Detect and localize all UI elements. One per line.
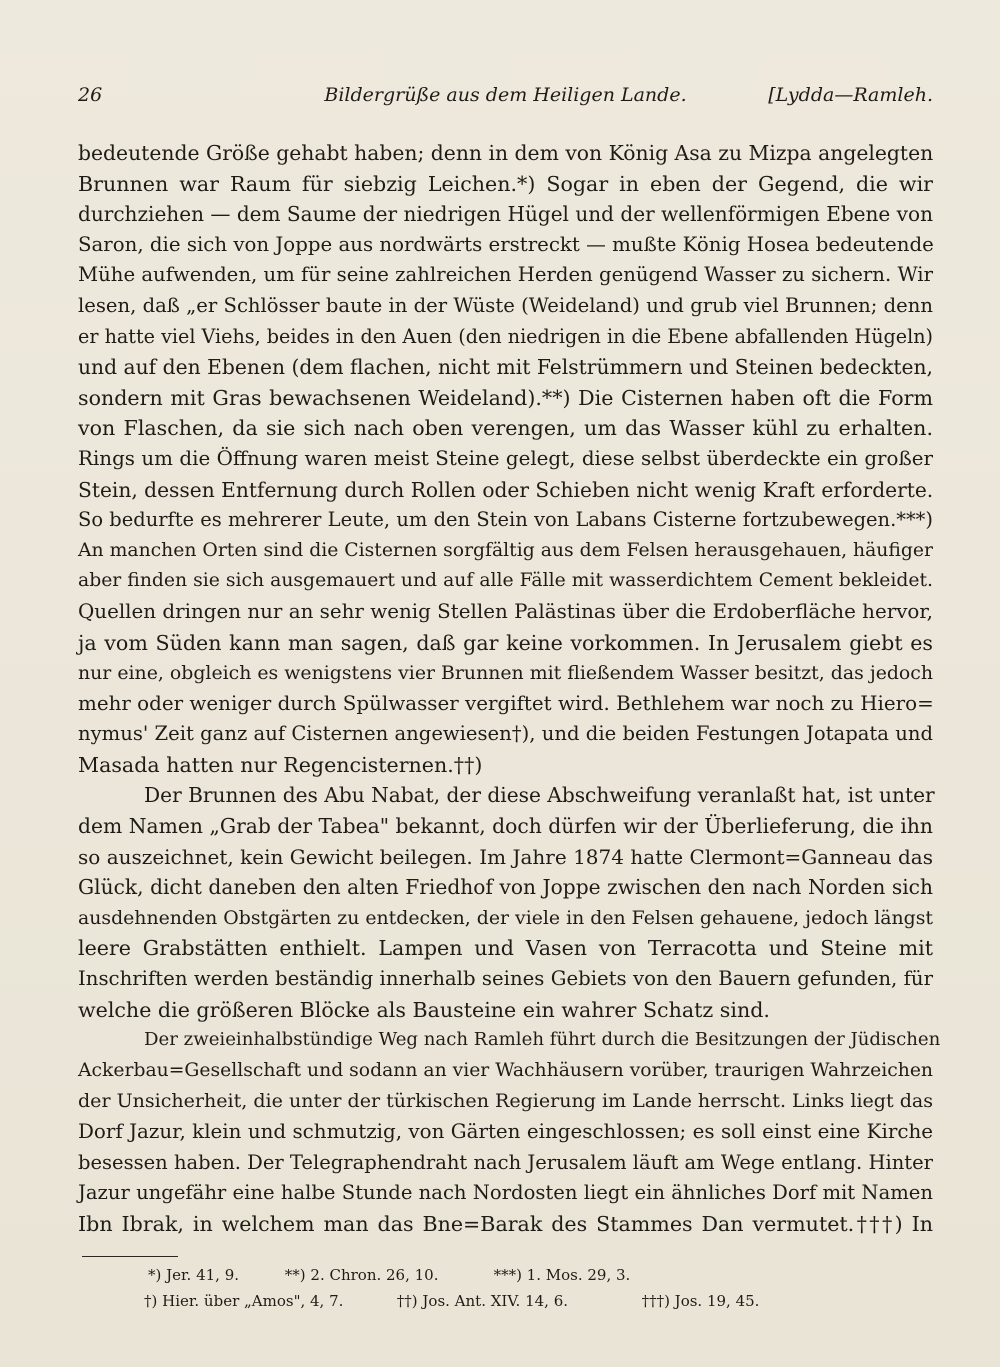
text-line: von Flaschen, da sie sich nach oben verengen, um das Wasser kühl zu erhalten. [78,416,933,441]
text-line: lesen, daß „er Schlösser baute in der Wüste (Weideland) und grub viel Brunnen; denn [78,293,933,317]
text-line: Ackerbau=Gesellschaft und sodann an vier Wachhäusern vorüber, traurigen Wahrzeichen [78,1059,933,1081]
text-line: Stein, dessen Entfernung durch Rollen oder Schieben nicht wenig Kraft erforderte. [78,477,934,502]
text-line: der Unsicherheit, die unter der türkischen Regierung im Lande herrscht. Links liegt das [78,1090,933,1113]
footnote: ††) Jos. Ant. XIV. 14, 6. [396,1292,569,1310]
text-line: Saron, die sich von Joppe aus nordwärts erstreckt — mußte König Hosea bedeutende [78,232,934,256]
footnote: *) Jer. 41, 9. [148,1266,240,1284]
text-line: besessen haben. Der Telegraphendraht nach Jerusalem läuft am Wege entlang. Hinter [78,1150,933,1174]
text-line: Jazur ungefähr eine halbe Stunde nach Nordosten liegt ein ähnliches Dorf mit Namen [78,1181,933,1205]
text-line: leere Grabstätten enthielt. Lampen und Vasen von Terracotta und Steine mit [78,936,933,961]
text-line: nymus' Zeit ganz auf Cisternen angewiesen†), und die beiden Festungen Jotapata und [78,722,933,746]
text-line: Glück, dicht daneben den alten Friedhof von Joppe zwischen den nach Norden sich [78,875,933,900]
text-line: Ibn Ibrak, in welchem man das Bne=Barak des Stammes Dan vermutet.†††) In [78,1211,933,1236]
text-line: Quellen dringen nur an sehr wenig Stellen Palästinas über die Erdoberfläche hervor, [78,599,933,623]
text-line: ja vom Süden kann man sagen, daß gar keine vorkommen. In Jerusalem giebt es [78,630,933,655]
footnote-rule [82,1256,178,1257]
footnote: †) Hier. über „Amos", 4, 7. [144,1292,344,1310]
footnotes-row-1 [148,1266,630,1284]
section-label: [Lydda—Ramleh. [768,84,933,106]
text-line: aber finden sie sich ausgemauert und auf alle Fälle mit wasserdichtem Cement bekleidet. [78,570,933,592]
text-line: ausdehnenden Obstgärten zu entdecken, der viele in den Felsen gehauene, jedoch längst [78,906,933,929]
text-line: er hatte viel Viehs, beides in den Auen (den niedrigen in die Ebene abfallenden Hügeln) [78,324,933,348]
text-line: dem Namen „Grab der Tabea" bekannt, doch dürfen wir der Überlieferung, die ihn [78,814,933,839]
footnote: **) 2. Chron. 26, 10. [284,1266,439,1284]
text-line: nur eine, obgleich es wenigstens vier Brunnen mit fließendem Wasser besitzt, das jedoch [78,662,933,685]
text-line: so auszeichnet, kein Gewicht beilegen. Im Jahre 1874 hatte Clermont=Ganneau das [78,844,933,869]
text-line: Mühe aufwenden, um für seine zahlreichen Herden genügend Wasser zu sichern. Wir [78,263,933,287]
text-line: mehr oder weniger durch Spülwasser vergiftet wird. Bethlehem war noch zu Hiero= [78,691,934,715]
text-line: durchziehen — dem Saume der niedrigen Hügel und der wellenförmigen Ebene von [78,202,933,227]
footnote: ***) 1. Mos. 29, 3. [493,1266,631,1284]
body-text [78,138,941,1239]
text-line: sondern mit Gras bewachsenen Weideland).**) Die Cisternen haben oft die Form [78,385,933,410]
text-line: Inschriften werden beständig innerhalb seines Gebiets von den Bauern gefunden, für [78,967,933,991]
text-line: welche die größeren Blöcke als Bausteine ein wahrer Schatz sind. [78,997,770,1022]
footnote: †††) Jos. 19, 45. [641,1292,760,1310]
text-line: Masada hatten nur Regencisternen.††) [78,752,483,777]
footnotes-row-2 [144,1292,760,1310]
text-line: bedeutende Größe gehabt haben; denn in dem von König Asa zu Mizpa angelegten [78,141,934,165]
text-line: Der zweieinhalbstündige Weg nach Ramleh führt durch die Besitzungen der Jüdischen [144,1029,941,1051]
text-line: Brunnen war Raum für siebzig Leichen.*) Sogar in eben der Gegend, die wir [78,171,933,196]
running-title: Bildergrüße aus dem Heiligen Lande. [324,84,687,106]
page-number: 26 [78,84,103,106]
text-line: So bedurfte es mehrerer Leute, um den Stein von Labans Cisterne fortzubewegen.***) [78,508,933,532]
text-line: An manchen Orten sind die Cisternen sorgfältig aus dem Felsen herausgehauen, häufiger [78,539,933,561]
text-line: und auf den Ebenen (dem flachen, nicht mit Felstrümmern und Steinen bedeckten, [78,355,933,380]
text-line: Dorf Jazur, klein und schmutzig, von Gärten eingeschlossen; es soll einst eine Kirche [78,1120,933,1143]
text-line: Rings um die Öffnung waren meist Steine gelegt, diese selbst überdeckte ein großer [78,446,933,470]
page-header [78,84,933,112]
text-line: Der Brunnen des Abu Nabat, der diese Abschweifung veranlaßt hat, ist unter [144,783,935,808]
